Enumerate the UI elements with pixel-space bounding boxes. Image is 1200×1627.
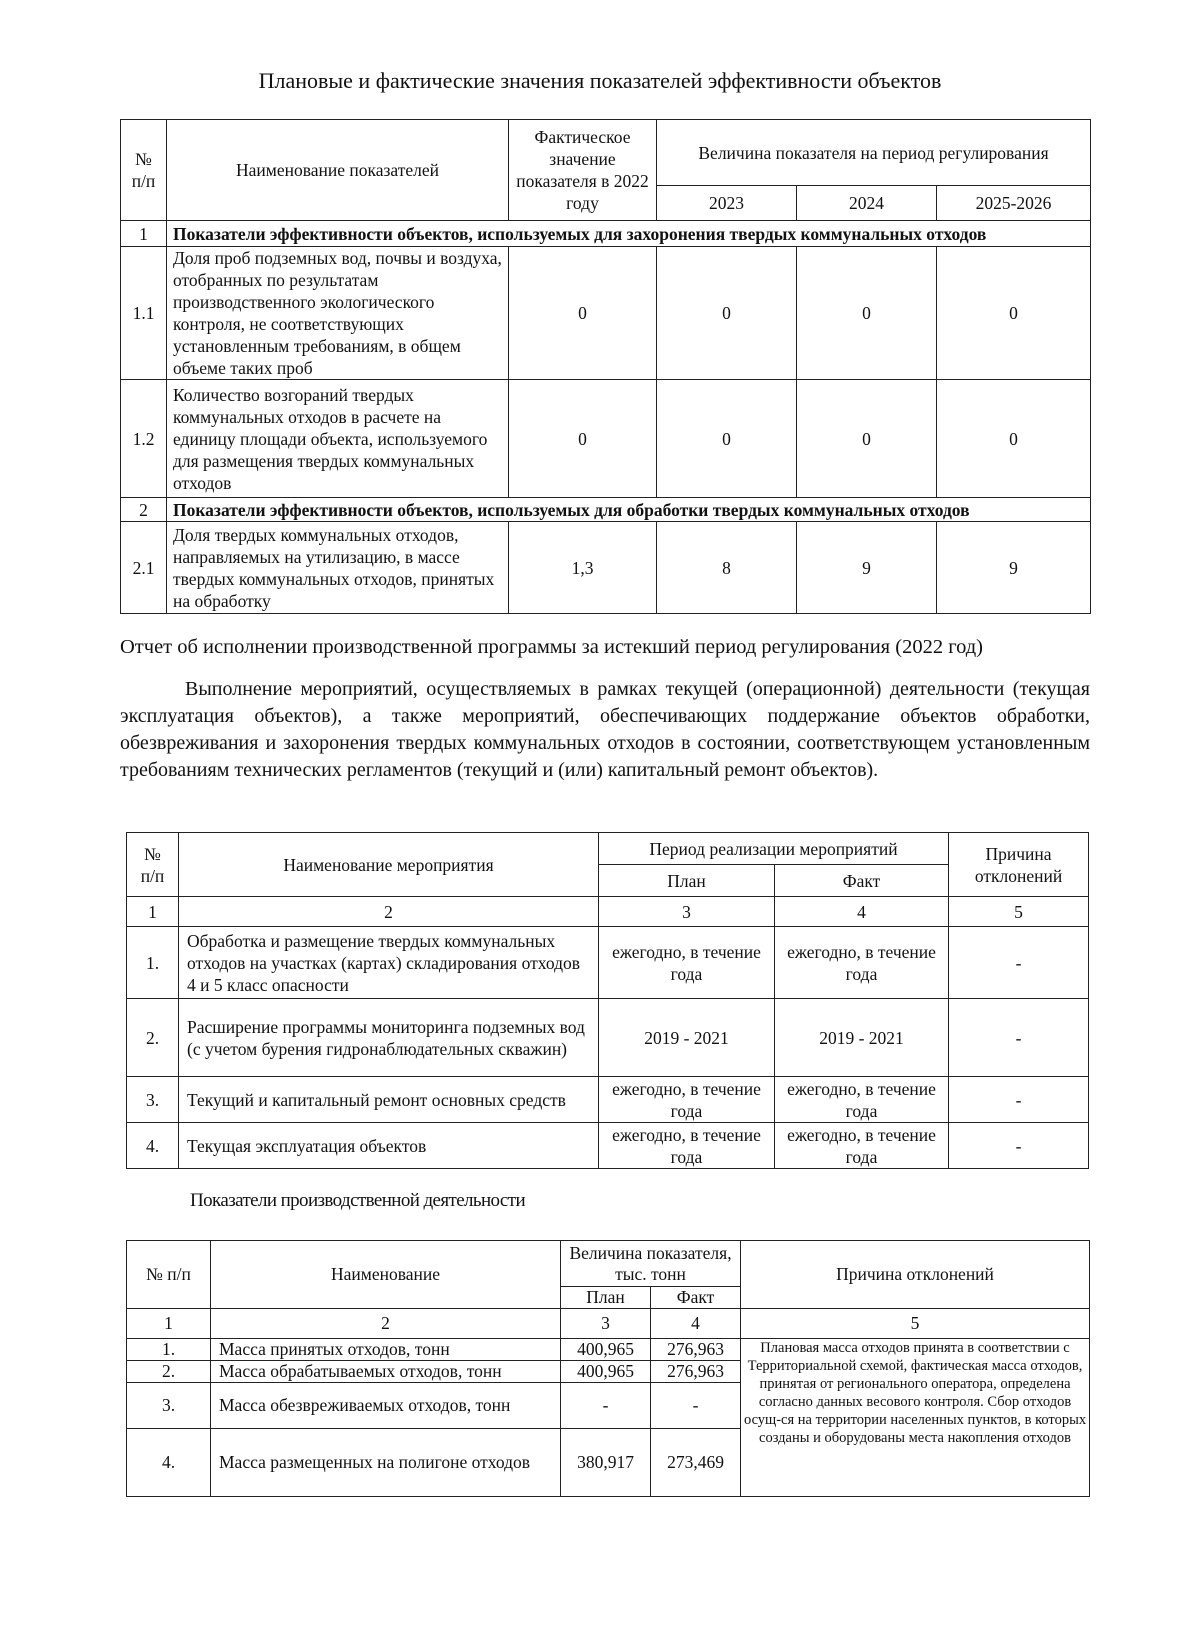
group-title: Показатели эффективности объектов, используемых для обработки твердых коммунальных отходов: [167, 498, 1091, 522]
header-plan: План: [599, 865, 775, 897]
table-row: [127, 1339, 1090, 1361]
row-num: 1.2: [121, 380, 167, 498]
row-num: 3.: [127, 1077, 179, 1123]
row-name: Текущий и капитальный ремонт основных средств: [179, 1077, 599, 1123]
row-fact: 276,963: [651, 1361, 741, 1383]
row-num: 1.1: [121, 247, 167, 380]
row-name: Масса принятых отходов, тонн: [211, 1339, 561, 1361]
production-indicators-table: [126, 1240, 1090, 1497]
header-plan: План: [561, 1287, 651, 1309]
row-fact: ежегодно, в течение года: [775, 927, 949, 999]
group-title: Показатели эффективности объектов, используемых для захоронения твердых коммунальных отходов: [167, 221, 1091, 247]
row-num: 2.: [127, 1361, 211, 1383]
row-2025-2026: 0: [937, 380, 1091, 498]
row-fact: 2019 - 2021: [775, 999, 949, 1077]
row-num: 4.: [127, 1123, 179, 1169]
row-fact-2022: 0: [509, 380, 657, 498]
row-name: Доля твердых коммунальных отходов, направляемых на утилизацию, в массе твердых коммунальных отходов, принятых на обработку: [167, 522, 509, 614]
row-num: 3.: [127, 1383, 211, 1429]
row-plan: ежегодно, в течение года: [599, 927, 775, 999]
header-num: № п/п: [127, 1241, 211, 1309]
row-name: Обработка и размещение твердых коммунальных отходов на участках (картах) складирования отходов 4 и 5 класс опасности: [179, 927, 599, 999]
header-year-2024: 2024: [797, 186, 937, 221]
header-name: Наименование: [211, 1241, 561, 1309]
row-fact: 276,963: [651, 1339, 741, 1361]
header-name: Наименование показателей: [167, 120, 509, 221]
row-name: Расширение программы мониторинга подземных вод (с учетом бурения гидронаблюдательных скважин): [179, 999, 599, 1077]
row-num: 2.: [127, 999, 179, 1077]
row-plan: 400,965: [561, 1361, 651, 1383]
row-fact: 273,469: [651, 1429, 741, 1497]
table-row: [127, 1123, 1089, 1169]
activities-table: [126, 832, 1089, 1169]
row-name: Масса обрабатываемых отходов, тонн: [211, 1361, 561, 1383]
row-reason: -: [949, 927, 1089, 999]
row-fact: ежегодно, в течение года: [775, 1123, 949, 1169]
row-2024: 0: [797, 247, 937, 380]
col-number: 3: [599, 897, 775, 927]
col-number: 5: [949, 897, 1089, 927]
header-name: Наименование мероприятия: [179, 833, 599, 897]
row-num: 4.: [127, 1429, 211, 1497]
header-year-2025-2026: 2025-2026: [937, 186, 1091, 221]
row-name: Количество возгораний твердых коммунальных отходов в расчете на единицу площади объекта, используемого для размещения твердых коммунальных отходов: [167, 380, 509, 498]
row-2023: 8: [657, 522, 797, 614]
col-number: 2: [179, 897, 599, 927]
row-num: 1.: [127, 1339, 211, 1361]
row-plan: 380,917: [561, 1429, 651, 1497]
deviation-reason: Плановая масса отходов принята в соответствии с Территориальной схемой, фактическая масса отходов, принятая от регионального оператора, определена согласно данных весового контроля. Сбор отходов осущ-ся на территории населенных пунктов, в которых созданы и оборудованы места накопления отходов: [741, 1339, 1090, 1497]
header-year-2023: 2023: [657, 186, 797, 221]
production-indicators-title: Показатели производственной деятельности: [190, 1190, 526, 1211]
row-plan: 2019 - 2021: [599, 999, 775, 1077]
col-number: 2: [211, 1309, 561, 1339]
header-num: № п/п: [127, 833, 179, 897]
header-period: Период реализации мероприятий: [599, 833, 949, 865]
row-name: Масса размещенных на полигоне отходов: [211, 1429, 561, 1497]
col-number: 1: [127, 897, 179, 927]
col-number: 4: [651, 1309, 741, 1339]
row-fact: -: [651, 1383, 741, 1429]
group-num: 1: [121, 221, 167, 247]
row-2025-2026: 0: [937, 247, 1091, 380]
header-fact: Факт: [651, 1287, 741, 1309]
header-reason: Причина отклонений: [741, 1241, 1090, 1309]
table-row: [121, 522, 1091, 614]
table-row: [121, 380, 1091, 498]
row-2024: 9: [797, 522, 937, 614]
group-num: 2: [121, 498, 167, 522]
row-2025-2026: 9: [937, 522, 1091, 614]
col-number: 4: [775, 897, 949, 927]
efficiency-indicators-table: [120, 119, 1091, 614]
header-period: Величина показателя на период регулирования: [657, 120, 1091, 186]
row-2023: 0: [657, 380, 797, 498]
table-row: [127, 927, 1089, 999]
row-name: Текущая эксплуатация объектов: [179, 1123, 599, 1169]
table-row: [127, 999, 1089, 1077]
row-plan: -: [561, 1383, 651, 1429]
col-number: 1: [127, 1309, 211, 1339]
row-plan: ежегодно, в течение года: [599, 1077, 775, 1123]
report-paragraph: Выполнение мероприятий, осуществляемых в рамках текущей (операционной) деятельности (текущая эксплуатация объектов), а также мероприятий, обеспечивающих поддержание объектов обработки, обезвреживания и захоронения твердых коммунальных отходов в состоянии, соответствующем установленным требованиям технических регламентов (текущий и (или) капитальный ремонт объектов).: [120, 678, 1090, 781]
table-row: [121, 247, 1091, 380]
header-num: № п/п: [121, 120, 167, 221]
col-number: 5: [741, 1309, 1090, 1339]
row-name: Доля проб подземных вод, почвы и воздуха, отобранных по результатам производственного экологического контроля, не соответствующих установленным требованиям, в общем объеме таких проб: [167, 247, 509, 380]
row-name: Масса обезвреживаемых отходов, тонн: [211, 1383, 561, 1429]
header-reason: Причина отклонений: [949, 833, 1089, 897]
row-fact-2022: 0: [509, 247, 657, 380]
row-reason: -: [949, 1123, 1089, 1169]
report-title: Отчет об исполнении производственной программы за истекший период регулирования (2022 год): [120, 636, 984, 658]
row-fact: ежегодно, в течение года: [775, 1077, 949, 1123]
row-plan: 400,965: [561, 1339, 651, 1361]
header-fact: Факт: [775, 865, 949, 897]
row-fact-2022: 1,3: [509, 522, 657, 614]
row-reason: -: [949, 999, 1089, 1077]
header-fact-2022: Фактическое значение показателя в 2022 году: [509, 120, 657, 221]
row-plan: ежегодно, в течение года: [599, 1123, 775, 1169]
table-row: [127, 1077, 1089, 1123]
header-value: Величина показателя, тыс. тонн: [561, 1241, 741, 1287]
row-num: 2.1: [121, 522, 167, 614]
section1-title: Плановые и фактические значения показателей эффективности объектов: [258, 68, 942, 93]
row-2023: 0: [657, 247, 797, 380]
row-num: 1.: [127, 927, 179, 999]
col-number: 3: [561, 1309, 651, 1339]
row-reason: -: [949, 1077, 1089, 1123]
row-2024: 0: [797, 380, 937, 498]
